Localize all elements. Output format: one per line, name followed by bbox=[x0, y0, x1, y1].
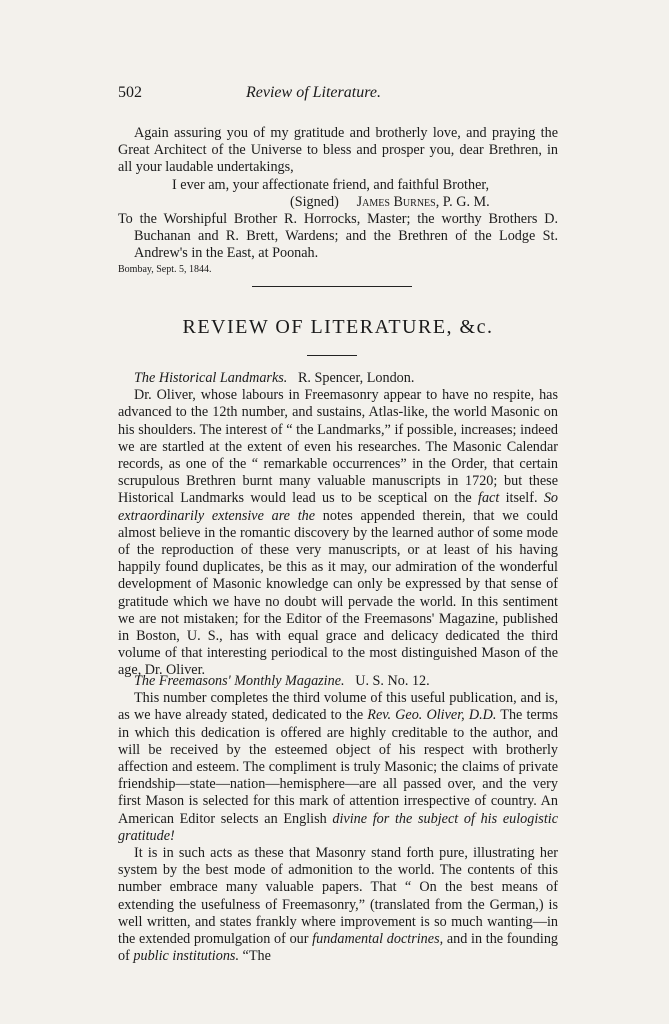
letter-closing-line: I ever am, your affectionate friend, and faithful Brother, bbox=[172, 176, 490, 193]
review-heading bbox=[118, 673, 558, 690]
review-publisher: U. S. No. 12. bbox=[355, 673, 430, 689]
review-body: Dr. Oliver, whose labours in Freemasonry appear to have no respite, has advanced to the 12th number, and sustains, Atlas-like, the world Masonic on his shoulders. The interest of “ the Landmarks,” if possible, increases; indeed we are startled at the extent of even his researches. The Masonic Calendar records, as one of the “ remarkable occurrences” in the Order, that certain scrupulous Brethren burnt many valuable manuscripts in 1720; but these Historical Landmarks would lead us to be sceptical on the fact itself. So extraordinarily extensive are the notes appended therein, that we could almost believe in the romantic discovery by the learned author of some mode of the reproduction of these very manuscripts, or at least of his having happily found duplicates, be this as it may, our admiration of the wonderful development of Masonic knowledge can only be expressed by that sense of gratitude which we have no doubt will pervade the world. In this sentiment we are not mistaken; for the Editor of the Freemasons' Magazine, published in Boston, U. S., has with equal grace and delicacy dedicated the third volume of that interesting periodical to the most distinguished Mason of the age, Dr. Oliver. bbox=[118, 387, 558, 679]
review-historical-landmarks bbox=[118, 370, 558, 680]
review-freemasons-magazine bbox=[118, 673, 558, 965]
running-title: Review of Literature. bbox=[246, 84, 381, 101]
letter-signature bbox=[118, 194, 558, 211]
title-underline bbox=[307, 355, 357, 356]
letter-closing bbox=[118, 125, 558, 277]
letter-addressee: To the Worshipful Brother R. Horrocks, Master; the worthy Brothers D. Buchanan and R. Brett, Wardens; and the Brethren of the Lodge St. Andrew's in the East, at Poonah. bbox=[118, 211, 558, 262]
section-divider bbox=[252, 286, 412, 287]
section-title: REVIEW OF LITERATURE, &c. bbox=[182, 316, 494, 338]
review-body: This number completes the third volume of this useful publication, and is, as we have already stated, dedicated to the Rev. Geo. Oliver, D.D. The terms in which this dedication is offered are highly creditable to the author, and will be received by the esteemed object of his respect with brotherly affection and esteem. The compliment is truly Masonic; the claims of private friendship—state—nation—hemisphere—are all passed over, and the very first Mason is selected for this mark of attention irrespective of country. An American Editor selects an English divine for the subject of his eulogistic gratitude! bbox=[118, 690, 558, 844]
review-title: The Historical Landmarks. bbox=[134, 370, 288, 386]
review-title: The Freemasons' Monthly Magazine. bbox=[134, 673, 345, 689]
review-heading bbox=[118, 370, 558, 387]
letter-paragraph: Again assuring you of my gratitude and brotherly love, and praying the Great Architect of the Universe to bless and prosper you, dear Brethren, in all your laudable undertakings, bbox=[118, 125, 558, 176]
review-body-continued: It is in such acts as these that Masonry stand forth pure, illustrating her system by the best mode of admonition to the world. The contents of this number embrace many valuable papers. That “ On the best means of extending the usefulness of Freemasonry,” (translated from the German,) is well written, and states frankly where improvement is so much wanting—in the extended promulgation of our fundamental doctrines, and in the founding of public institutions. “The bbox=[118, 845, 559, 965]
page-number: 502 bbox=[118, 84, 142, 101]
letter-dateline: Bombay, Sept. 5, 1844. bbox=[118, 263, 212, 275]
signed-label: (Signed) bbox=[290, 193, 339, 210]
signature-name: James Burnes, P. G. M. bbox=[356, 193, 490, 210]
review-publisher: R. Spencer, London. bbox=[297, 370, 415, 386]
